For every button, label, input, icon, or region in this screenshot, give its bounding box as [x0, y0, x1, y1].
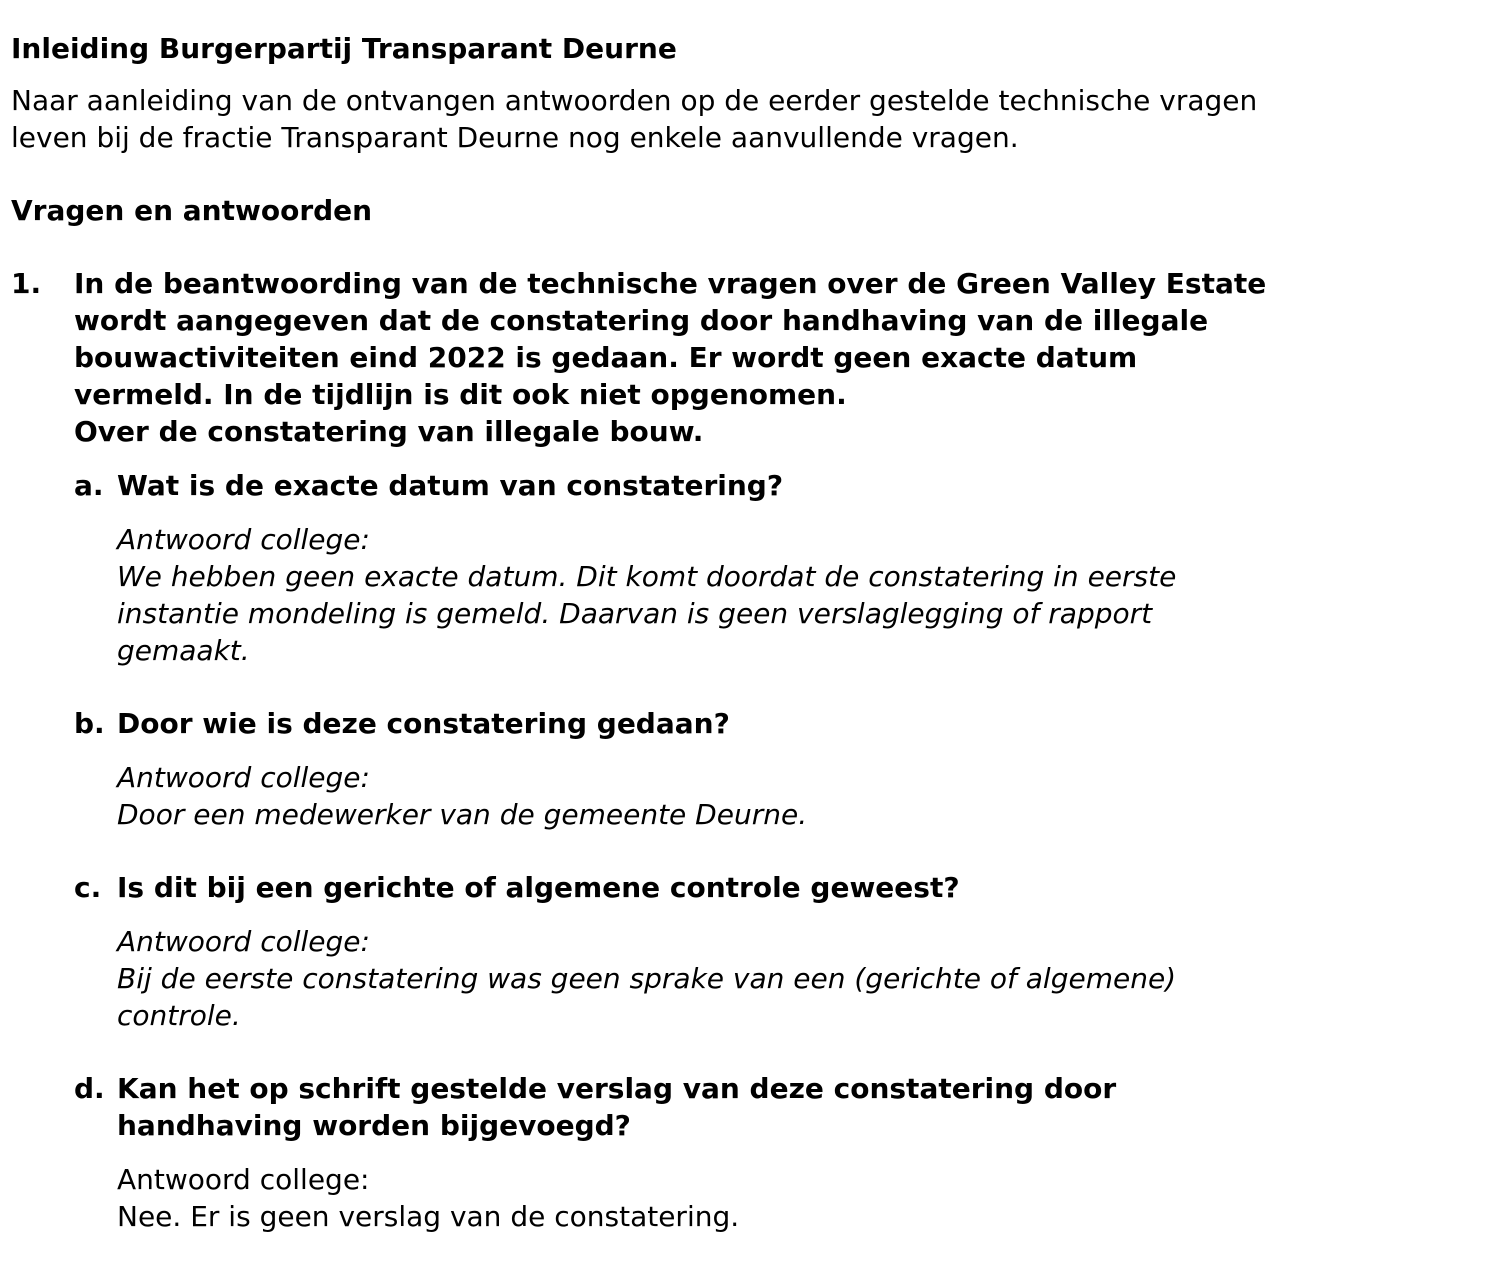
answer-line: Door een medewerker van de gemeente Deurne.: [117, 798, 808, 831]
answer-a: [74, 521, 1491, 669]
subquestion-text: Wat is de exacte datum van constatering?: [117, 469, 784, 502]
question-line: Over de constatering van illegale bouw.: [74, 415, 704, 448]
intro-paragraph-line: Naar aanleiding van de ontvangen antwoorden op de eerder gestelde technische vragen: [11, 84, 1258, 117]
answer-line: We hebben geen exacte datum. Dit komt doordat de constatering in eerste: [117, 560, 1177, 593]
question-1: [11, 265, 1491, 1235]
answer-label: Antwoord college:: [117, 1163, 370, 1196]
question-line: vermeld. In de tijdlijn is dit ook niet opgenomen.: [74, 378, 847, 411]
answer-line: Bij de eerste constatering was geen sprake van een (gerichte of algemene): [117, 962, 1177, 995]
answer-line: gemaakt.: [117, 634, 250, 667]
subquestion-letter: d.: [74, 1072, 105, 1105]
intro-paragraph: [11, 82, 1491, 156]
answer-label: Antwoord college:: [117, 761, 370, 794]
answer-label: Antwoord college:: [117, 925, 370, 958]
answer-line: Nee. Er is geen verslag van de constatering.: [117, 1200, 740, 1233]
answer-line: instantie mondeling is gemeld. Daarvan is geen verslaglegging of rapport: [117, 597, 1153, 630]
subquestion-text: Kan het op schrift gestelde verslag van deze constatering door: [117, 1072, 1117, 1105]
question-line: wordt aangegeven dat de constatering door handhaving van de illegale: [74, 304, 1209, 337]
question-line: bouwactiviteiten eind 2022 is gedaan. Er wordt geen exacte datum: [74, 341, 1138, 374]
intro-paragraph-line: leven bij de fractie Transparant Deurne nog enkele aanvullende vragen.: [11, 121, 1019, 154]
subquestion-text: handhaving worden bijgevoegd?: [117, 1109, 631, 1142]
answer-d: [74, 1161, 1491, 1235]
question-line: In de beantwoording van de technische vragen over de Green Valley Estate: [74, 267, 1267, 300]
document-page: [11, 30, 1491, 1235]
subquestion-c: [74, 869, 1491, 906]
subquestion-letter: a.: [74, 469, 104, 502]
subquestion-text: Is dit bij een gerichte of algemene controle geweest?: [117, 871, 960, 904]
subquestion-a: [74, 467, 1491, 504]
question-number: 1.: [11, 267, 42, 300]
subquestion-b: [74, 705, 1491, 742]
section-title: Vragen en antwoorden: [11, 194, 373, 227]
answer-label: Antwoord college:: [117, 523, 370, 556]
subquestion-letter: c.: [74, 871, 102, 904]
answer-line: controle.: [117, 999, 241, 1032]
question-text: [74, 265, 1491, 450]
answer-c: [74, 923, 1491, 1034]
subquestion-d: [74, 1070, 1491, 1144]
intro-title: Inleiding Burgerpartij Transparant Deurne: [11, 32, 677, 65]
subquestion-letter: b.: [74, 707, 105, 740]
answer-b: [74, 759, 1491, 833]
subquestion-text: Door wie is deze constatering gedaan?: [117, 707, 730, 740]
